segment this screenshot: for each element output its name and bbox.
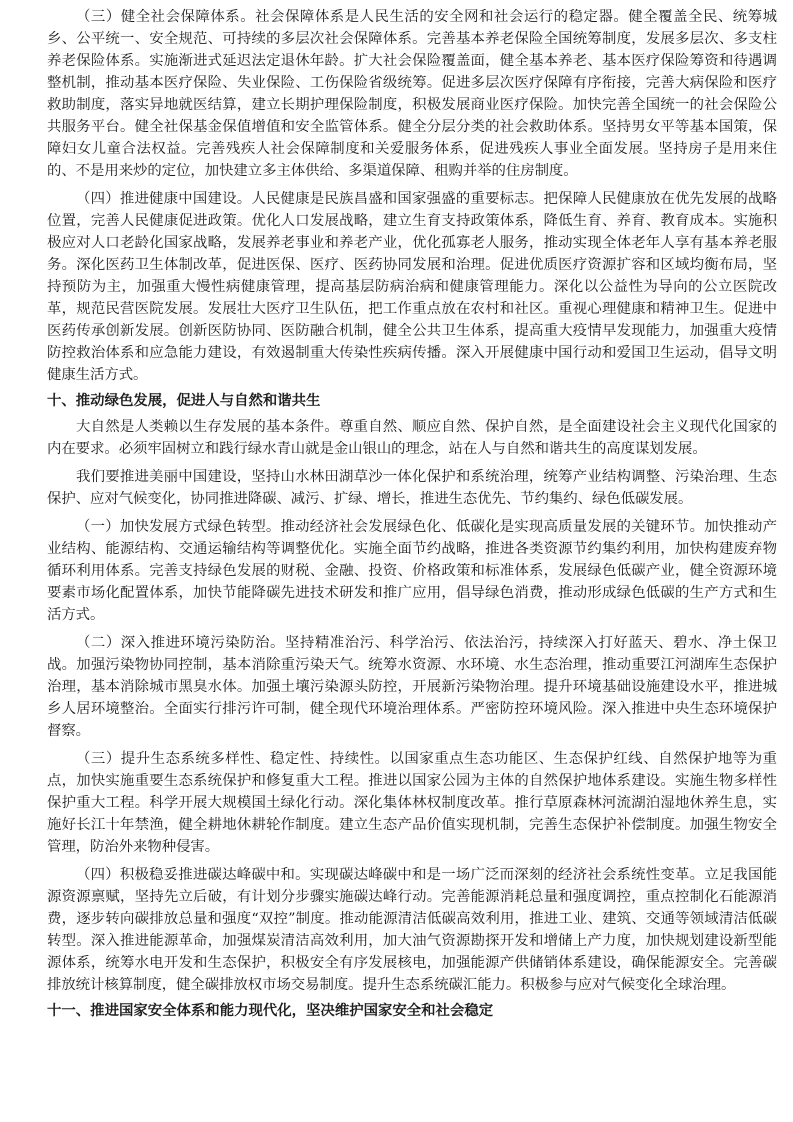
paragraph-ecosystem-diversity: （三）提升生态系统多样性、稳定性、持续性。以国家重点生态功能区、生态保护红线、自然保护地等为重点，加快实施重要生态系统保护和修复重大工程。推进以国家公园为主体的自然保护地体系建设。实施生物多样性保护重大工程。科学开展大规模国土绿化行动。深化集体林权制度改革。推行草原森林河流湖泊湿地休养生息，实施好长江十年禁渔，健全耕地休耕轮作制度。建立生态产品价值实现机制，完善生态保护补偿制度。加强生物安全管理，防治外来物种侵害。 bbox=[47, 751, 777, 855]
paragraph-beautiful-china: 我们要推进美丽中国建设，坚持山水林田湖草沙一体化保护和系统治理，统筹产业结构调整、污染治理、生态保护、应对气候变化，协同推进降碳、减污、扩绿、增长，推进生态优先、节约集约、绿色低碳发展。 bbox=[47, 469, 777, 507]
paragraph-social-security: （三）健全社会保障体系。社会保障体系是人民生活的安全网和社会运行的稳定器。健全覆盖全民、统筹城乡、公平统一、安全规范、可持续的多层次社会保障体系。完善基本养老保险全国统筹制度，发展多层次、多支柱养老保险体系。实施渐进式延迟法定退休年龄。扩大社会保险覆盖面，健全基本养老、基本医疗保险筹资和待遇调整机制，推动基本医疗保险、失业保险、工伤保险省级统筹。促进多层次医疗保障有序衔接，完善大病保险和医疗救助制度，落实异地就医结算，建立长期护理保险制度，积极发展商业医疗保险。加快完善全国统一的社会保险公共服务平台。健全社保基金保值增值和安全监管体系。健全分层分类的社会救助体系。坚持男女平等基本国策，保障妇女儿童合法权益。完善残疾人社会保障制度和关爱服务体系，促进残疾人事业全面发展。坚持房子是用来住的、不是用来炒的定位，加快建立多主体供给、多渠道保障、租购并举的住房制度。 bbox=[47, 9, 777, 179]
paragraph-healthy-china: （四）推进健康中国建设。人民健康是民族昌盛和国家强盛的重要标志。把保障人民健康放在优先发展的战略位置，完善人民健康促进政策。优化人口发展战略，建立生育支持政策体系，降低生育、养育、教育成本。实施积极应对人口老龄化国家战略，发展养老事业和养老产业，优化孤寡老人服务，推动实现全体老年人享有基本养老服务。深化医药卫生体制改革，促进医保、医疗、医药协同发展和治理。促进优质医疗资源扩容和区域均衡布局，坚持预防为主，加强重大慢性病健康管理，提高基层防病治病和健康管理能力。深化以公益性为导向的公立医院改革，规范民营医院发展。发展壮大医疗卫生队伍，把工作重点放在农村和社区。重视心理健康和精神卫生。促进中医药传承创新发展。创新医防协同、医防融合机制，健全公共卫生体系，提高重大疫情早发现能力，加强重大疫情防控救治体系和应急能力建设，有效遏制重大传染性疾病传播。深入开展健康中国行动和爱国卫生运动，倡导文明健康生活方式。 bbox=[47, 191, 777, 383]
paragraph-pollution-control: （二）深入推进环境污染防治。坚持精准治污、科学治污、依法治污，持续深入打好蓝天、碧水、净土保卫战。加强污染物协同控制，基本消除重污染天气。统筹水资源、水环境、水生态治理，推动重要江河湖库生态保护治理，基本消除城市黑臭水体。加强土壤污染源头防控，开展新污染物治理。提升环境基础设施建设水平，推进城乡人居环境整治。全面实行排污许可制，健全现代环境治理体系。严密防控环境风险。深入推进中央生态环境保护督察。 bbox=[47, 635, 777, 739]
paragraph-green-transition: （一）加快发展方式绿色转型。推动经济社会发展绿色化、低碳化是实现高质量发展的关键环节。加快推动产业结构、能源结构、交通运输结构等调整优化。实施全面节约战略，推进各类资源节约集约利用，加快构建废弃物循环利用体系。完善支持绿色发展的财税、金融、投资、价格政策和标准体系，发展绿色低碳产业，健全资源环境要素市场化配置体系，加快节能降碳先进技术研发和推广应用，倡导绿色消费，推动形成绿色低碳的生产方式和生活方式。 bbox=[47, 519, 777, 623]
paragraph-carbon-peak: （四）积极稳妥推进碳达峰碳中和。实现碳达峰碳中和是一场广泛而深刻的经济社会系统性变革。立足我国能源资源禀赋，坚持先立后破，有计划分步骤实施碳达峰行动。完善能源消耗总量和强度调控，重点控制化石能源消费，逐步转向碳排放总量和强度“双控”制度。推动能源清洁低碳高效利用，推进工业、建筑、交通等领域清洁低碳转型。深入推进能源革命，加强煤炭清洁高效利用，加大油气资源勘探开发和增储上产力度，加快规划建设新型能源体系，统筹水电开发和生态保护，积极安全有序发展核电，加强能源产供储销体系建设，确保能源安全。完善碳排放统计核算制度，健全碳排放权市场交易制度。提升生态系统碳汇能力。积极参与应对气候变化全球治理。 bbox=[47, 867, 777, 993]
section-heading-green-development: 十、推动绿色发展，促进人与自然和谐共生 bbox=[47, 392, 321, 409]
section-heading-national-security: 十一、推进国家安全体系和能力现代化，坚决维护国家安全和社会稳定 bbox=[47, 1002, 494, 1019]
document-page bbox=[47, 6, 777, 1022]
paragraph-nature-intro: 大自然是人类赖以生存发展的基本条件。尊重自然、顺应自然、保护自然，是全面建设社会主义现代化国家的内在要求。必须牢固树立和践行绿水青山就是金山银山的理念，站在人与自然和谐共生的高度谋划发展。 bbox=[47, 419, 777, 457]
